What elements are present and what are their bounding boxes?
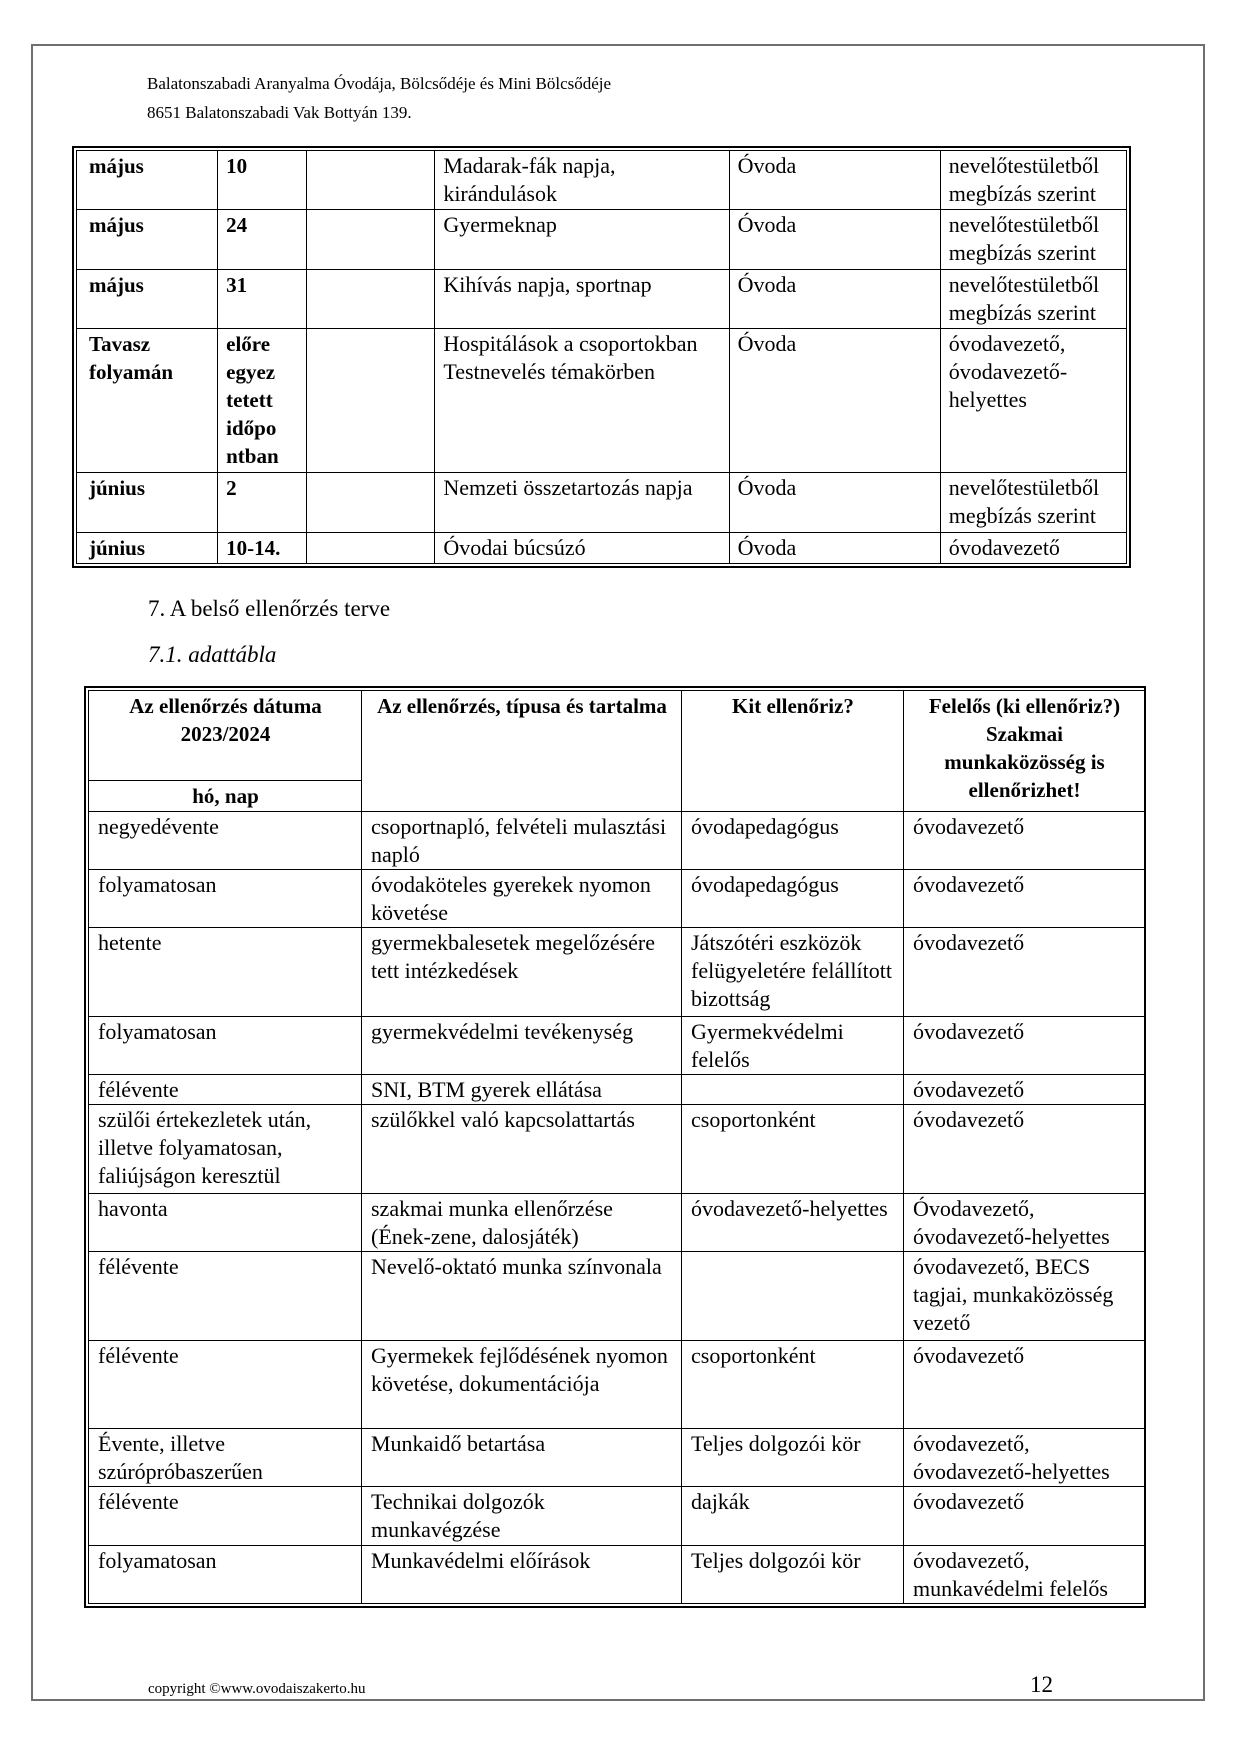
event-place-cell: Óvoda [729, 329, 940, 473]
event-place-cell: Óvoda [729, 151, 940, 210]
control-row [89, 869, 1145, 927]
event-row [77, 329, 1127, 473]
header-date: Az ellenőrzés dátuma 2023/2024 [89, 691, 362, 781]
control-whom-cell [682, 1075, 904, 1105]
event-day-cell: 10-14. [218, 532, 307, 563]
control-date-cell: negyedévente [89, 811, 362, 869]
control-date-cell: félévente [89, 1340, 362, 1428]
event-resp-cell: nevelőtestületből megbízás szerint [940, 269, 1126, 328]
control-type-cell: óvodaköteles gyerekek nyomon követése [362, 869, 682, 927]
control-date-cell: folyamatosan [89, 1016, 362, 1074]
events-table-frame [72, 146, 1131, 568]
event-row [77, 151, 1127, 210]
control-row [89, 1016, 1145, 1074]
event-resp-cell: nevelőtestületből megbízás szerint [940, 210, 1126, 269]
control-row [89, 928, 1145, 1016]
control-date-cell: folyamatosan [89, 1545, 362, 1603]
control-row [89, 1105, 1145, 1193]
event-blank-cell [307, 151, 435, 210]
footer-copyright: copyright ©www.ovodaiszakerto.hu [148, 1681, 366, 1697]
control-whom-cell: csoportonként [682, 1340, 904, 1428]
event-name-cell: Hospitálások a csoportokban Testnevelés témakörben [435, 329, 729, 473]
control-row [89, 811, 1145, 869]
control-row [89, 1193, 1145, 1251]
event-place-cell: Óvoda [729, 473, 940, 532]
event-name-cell: Madarak-fák napja, kirándulások [435, 151, 729, 210]
control-type-cell: Gyermekek fejlődésének nyomon követése, dokumentációja [362, 1340, 682, 1428]
event-day-cell: 31 [218, 269, 307, 328]
event-month-cell: május [77, 151, 218, 210]
event-blank-cell [307, 532, 435, 563]
control-whom-cell: óvodapedagógus [682, 811, 904, 869]
control-whom-cell [682, 1252, 904, 1340]
event-name-cell: Nemzeti összetartozás napja [435, 473, 729, 532]
event-resp-cell: nevelőtestületből megbízás szerint [940, 473, 1126, 532]
control-type-cell: szülőkkel való kapcsolattartás [362, 1105, 682, 1193]
control-date-cell: hetente [89, 928, 362, 1016]
event-row [77, 269, 1127, 328]
event-resp-cell: óvodavezető, óvodavezető-helyettes [940, 329, 1126, 473]
control-whom-cell: Teljes dolgozói kör [682, 1428, 904, 1486]
control-table-header-row [89, 691, 1145, 781]
control-who-cell: óvodavezető, munkavédelmi felelős [904, 1545, 1145, 1603]
control-whom-cell: Teljes dolgozói kör [682, 1545, 904, 1603]
control-type-cell: csoportnapló, felvételi mulasztási napló [362, 811, 682, 869]
control-whom-cell: Gyermekvédelmi felelős [682, 1016, 904, 1074]
control-row [89, 1075, 1145, 1105]
control-date-cell: szülői értekezletek után, illetve folyamatosan, faliújságon keresztül [89, 1105, 362, 1193]
control-type-cell: Nevelő-oktató munka színvonala [362, 1252, 682, 1340]
control-who-cell: óvodavezető [904, 811, 1145, 869]
section-title: 7. A belső ellenőrzés terve [148, 596, 391, 621]
event-day-cell: 24 [218, 210, 307, 269]
control-date-cell: havonta [89, 1193, 362, 1251]
control-type-cell: szakmai munka ellenőrzése (Ének-zene, dalosjáték) [362, 1193, 682, 1251]
control-type-cell: Munkaidő betartása [362, 1428, 682, 1486]
control-who-cell: óvodavezető [904, 1105, 1145, 1193]
event-month-cell: június [77, 532, 218, 563]
control-who-cell: óvodavezető [904, 1075, 1145, 1105]
event-blank-cell [307, 473, 435, 532]
event-row [77, 532, 1127, 563]
event-blank-cell [307, 269, 435, 328]
event-name-cell: Kihívás napja, sportnap [435, 269, 729, 328]
control-who-cell: óvodavezető, BECS tagjai, munkaközösség vezető [904, 1252, 1145, 1340]
control-date-cell: Évente, illetve szúrópróbaszerűen [89, 1428, 362, 1486]
control-row [89, 1252, 1145, 1340]
control-type-cell: Technikai dolgozók munkavégzése [362, 1487, 682, 1545]
event-name-cell: Óvodai búcsúzó [435, 532, 729, 563]
control-date-cell: félévente [89, 1075, 362, 1105]
control-row [89, 1545, 1145, 1603]
control-date-cell: folyamatosan [89, 869, 362, 927]
control-date-cell: félévente [89, 1252, 362, 1340]
header-address: 8651 Balatonszabadi Vak Bottyán 139. [147, 103, 412, 122]
control-type-cell: gyermekbalesetek megelőzésére tett intézkedések [362, 928, 682, 1016]
control-table [88, 690, 1145, 1604]
event-month-cell: Tavasz folyamán [77, 329, 218, 473]
section-subtitle: 7.1. adattábla [148, 642, 277, 667]
control-table-frame [84, 686, 1146, 1608]
control-who-cell: óvodavezető [904, 928, 1145, 1016]
event-day-cell: előre egyez tetett időpo ntban [218, 329, 307, 473]
control-who-cell: óvodavezető [904, 869, 1145, 927]
event-row [77, 473, 1127, 532]
control-row [89, 1428, 1145, 1486]
control-whom-cell: óvodavezető-helyettes [682, 1193, 904, 1251]
event-day-cell: 2 [218, 473, 307, 532]
event-name-cell: Gyermeknap [435, 210, 729, 269]
control-date-cell: félévente [89, 1487, 362, 1545]
control-row [89, 1487, 1145, 1545]
control-who-cell: Óvodavezető, óvodavezető-helyettes [904, 1193, 1145, 1251]
control-whom-cell: óvodapedagógus [682, 869, 904, 927]
event-place-cell: Óvoda [729, 269, 940, 328]
event-place-cell: Óvoda [729, 532, 940, 563]
event-month-cell: május [77, 210, 218, 269]
control-type-cell: gyermekvédelmi tevékenység [362, 1016, 682, 1074]
control-whom-cell: csoportonként [682, 1105, 904, 1193]
control-who-cell: óvodavezető, óvodavezető-helyettes [904, 1428, 1145, 1486]
header-institution: Balatonszabadi Aranyalma Óvodája, Bölcsődéje és Mini Bölcsődéje [147, 74, 612, 93]
control-who-cell: óvodavezető [904, 1487, 1145, 1545]
event-blank-cell [307, 210, 435, 269]
event-month-cell: május [77, 269, 218, 328]
control-row [89, 1340, 1145, 1428]
header-date-sub: hó, nap [89, 781, 362, 811]
events-table [76, 150, 1127, 564]
event-blank-cell [307, 329, 435, 473]
control-type-cell: SNI, BTM gyerek ellátása [362, 1075, 682, 1105]
header-who: Felelős (ki ellenőriz?) Szakmai munkaközösség is ellenőrizhet! [904, 691, 1145, 812]
header-type: Az ellenőrzés, típusa és tartalma [362, 691, 682, 812]
control-who-cell: óvodavezető [904, 1340, 1145, 1428]
event-resp-cell: óvodavezető [940, 532, 1126, 563]
event-place-cell: Óvoda [729, 210, 940, 269]
control-who-cell: óvodavezető [904, 1016, 1145, 1074]
event-month-cell: június [77, 473, 218, 532]
event-row [77, 210, 1127, 269]
control-type-cell: Munkavédelmi előírások [362, 1545, 682, 1603]
control-whom-cell: dajkák [682, 1487, 904, 1545]
event-resp-cell: nevelőtestületből megbízás szerint [940, 151, 1126, 210]
event-day-cell: 10 [218, 151, 307, 210]
page-number: 12 [1030, 1672, 1053, 1697]
header-whom: Kit ellenőriz? [682, 691, 904, 812]
control-whom-cell: Játszótéri eszközök felügyeletére felállított bizottság [682, 928, 904, 1016]
